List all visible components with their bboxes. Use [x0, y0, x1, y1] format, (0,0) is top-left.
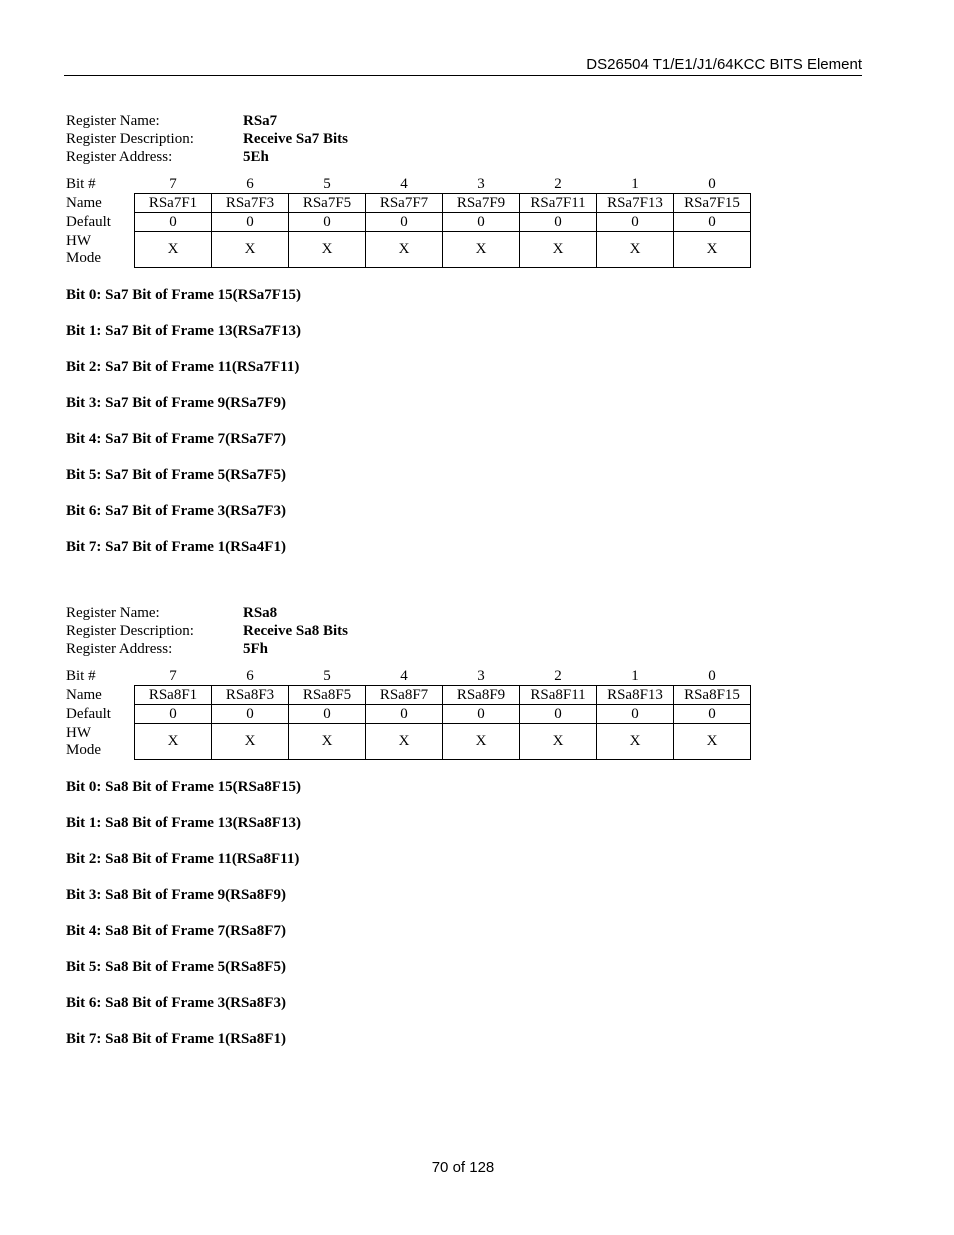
bit-description: Bit 1: Sa7 Bit of Frame 13(RSa7F13)	[66, 323, 301, 339]
default-cell: 0	[443, 213, 520, 232]
default-cell: 0	[520, 213, 597, 232]
bit-name-row	[65, 686, 751, 705]
bit-description: Bit 3: Sa7 Bit of Frame 9(RSa7F9)	[66, 395, 286, 411]
bit-description: Bit 2: Sa7 Bit of Frame 11(RSa7F11)	[66, 359, 300, 375]
bit-number-label: Bit #	[66, 175, 96, 192]
bit-name-cell: RSa8F7	[366, 686, 443, 705]
bit-description: Bit 5: Sa8 Bit of Frame 5(RSa8F5)	[66, 959, 286, 975]
register-description-value: Receive Sa8 Bits	[243, 623, 348, 639]
bit-name-cell: RSa8F9	[443, 686, 520, 705]
register-name-row	[66, 112, 766, 130]
bit-number: 5	[323, 175, 331, 192]
bit-number: 4	[400, 667, 408, 684]
bit-description: Bit 7: Sa7 Bit of Frame 1(RSa4F1)	[66, 539, 286, 555]
bit-name-cell: RSa7F9	[443, 194, 520, 213]
bit-name-cell: RSa8F11	[520, 686, 597, 705]
default-label: Default	[66, 213, 111, 230]
bit-description: Bit 4: Sa7 Bit of Frame 7(RSa7F7)	[66, 431, 286, 447]
bit-description: Bit 2: Sa8 Bit of Frame 11(RSa8F11)	[66, 851, 300, 867]
register-block-rsa7	[66, 112, 766, 574]
register-block-rsa8	[66, 604, 766, 1066]
bit-name-cell: RSa8F1	[135, 686, 212, 705]
register-name-row	[66, 604, 766, 622]
default-cell: 0	[212, 705, 289, 724]
bit-name-cell: RSa8F13	[597, 686, 674, 705]
register-description-row	[66, 622, 766, 640]
hw-mode-row	[65, 724, 751, 760]
bit-name-cell: RSa8F3	[212, 686, 289, 705]
bit-description-list	[66, 778, 766, 1066]
bit-number: 7	[169, 175, 177, 192]
bit-description: Bit 0: Sa8 Bit of Frame 15(RSa8F15)	[66, 779, 301, 795]
register-name-value: RSa7	[243, 113, 278, 129]
bit-number: 0	[708, 175, 716, 192]
register-name-label: Register Name:	[66, 605, 160, 621]
hw-mode-cell: X	[674, 232, 751, 268]
bit-name-cell: RSa8F5	[289, 686, 366, 705]
default-cell: 0	[289, 213, 366, 232]
register-address-label: Register Address:	[66, 641, 173, 657]
hw-mode-cell: X	[135, 232, 212, 268]
hw-mode-label	[65, 724, 135, 760]
default-cell: 0	[212, 213, 289, 232]
bit-description: Bit 0: Sa7 Bit of Frame 15(RSa7F15)	[66, 287, 301, 303]
default-cell: 0	[135, 705, 212, 724]
bit-description-list	[66, 286, 766, 574]
bit-number: 2	[554, 175, 562, 192]
hw-mode-label	[65, 232, 135, 268]
hw-mode-label-line2: Mode	[66, 741, 101, 758]
bit-number: 1	[631, 175, 639, 192]
bit-description: Bit 6: Sa7 Bit of Frame 3(RSa7F3)	[66, 503, 286, 519]
register-address-label: Register Address:	[66, 149, 173, 165]
hw-mode-cell: X	[289, 724, 366, 760]
bit-description: Bit 4: Sa8 Bit of Frame 7(RSa8F7)	[66, 923, 286, 939]
bit-number: 0	[708, 667, 716, 684]
default-cell: 0	[597, 705, 674, 724]
hw-mode-cell: X	[366, 724, 443, 760]
hw-mode-label-line1: HW	[66, 232, 91, 249]
bit-number-label: Bit #	[66, 667, 96, 684]
hw-mode-cell: X	[443, 724, 520, 760]
hw-mode-cell: X	[597, 724, 674, 760]
bit-number: 2	[554, 667, 562, 684]
hw-mode-label-line2: Mode	[66, 249, 101, 266]
register-address-row	[66, 640, 766, 658]
bit-number: 3	[477, 667, 485, 684]
bit-table	[65, 175, 751, 268]
hw-mode-cell: X	[212, 724, 289, 760]
register-address-value: 5Fh	[243, 641, 269, 657]
default-row	[65, 705, 751, 724]
name-label: Name	[66, 194, 102, 211]
bit-name-row	[65, 194, 751, 213]
bit-number: 6	[246, 667, 254, 684]
default-cell: 0	[597, 213, 674, 232]
register-description-label: Register Description:	[66, 131, 194, 147]
hw-mode-cell: X	[212, 232, 289, 268]
hw-mode-cell: X	[674, 724, 751, 760]
default-cell: 0	[520, 705, 597, 724]
hw-mode-cell: X	[135, 724, 212, 760]
default-cell: 0	[674, 213, 751, 232]
register-name-label: Register Name:	[66, 113, 160, 129]
page-number: 70 of 128	[431, 1159, 495, 1176]
bit-number-row	[65, 667, 751, 686]
default-cell: 0	[366, 213, 443, 232]
hw-mode-label-line1: HW	[66, 724, 91, 741]
bit-number-row	[65, 175, 751, 194]
default-cell: 0	[289, 705, 366, 724]
bit-name-cell: RSa7F7	[366, 194, 443, 213]
hw-mode-cell: X	[597, 232, 674, 268]
bit-number: 3	[477, 175, 485, 192]
bit-description: Bit 6: Sa8 Bit of Frame 3(RSa8F3)	[66, 995, 286, 1011]
default-cell: 0	[366, 705, 443, 724]
default-cell: 0	[135, 213, 212, 232]
hw-mode-cell: X	[289, 232, 366, 268]
bit-name-cell: RSa7F1	[135, 194, 212, 213]
bit-description: Bit 1: Sa8 Bit of Frame 13(RSa8F13)	[66, 815, 301, 831]
register-description-value: Receive Sa7 Bits	[243, 131, 348, 147]
hw-mode-cell: X	[366, 232, 443, 268]
name-label: Name	[66, 686, 102, 703]
bit-name-cell: RSa7F3	[212, 194, 289, 213]
bit-name-cell: RSa7F11	[520, 194, 597, 213]
hw-mode-cell: X	[443, 232, 520, 268]
bit-number: 6	[246, 175, 254, 192]
default-cell: 0	[443, 705, 520, 724]
default-row	[65, 213, 751, 232]
bit-number: 7	[169, 667, 177, 684]
hw-mode-cell: X	[520, 232, 597, 268]
bit-description: Bit 7: Sa8 Bit of Frame 1(RSa8F1)	[66, 1031, 286, 1047]
bit-description: Bit 3: Sa8 Bit of Frame 9(RSa8F9)	[66, 887, 286, 903]
bit-name-cell: RSa7F13	[597, 194, 674, 213]
bit-number: 4	[400, 175, 408, 192]
hw-mode-row	[65, 232, 751, 268]
register-description-label: Register Description:	[66, 623, 194, 639]
bit-table	[65, 667, 751, 760]
register-address-value: 5Eh	[243, 149, 269, 165]
hw-mode-cell: X	[520, 724, 597, 760]
page-header: DS26504 T1/E1/J1/64KCC BITS Element	[64, 56, 862, 76]
default-label: Default	[66, 705, 111, 722]
bit-number: 5	[323, 667, 331, 684]
bit-name-cell: RSa7F5	[289, 194, 366, 213]
bit-name-cell: RSa7F15	[674, 194, 751, 213]
bit-name-cell: RSa8F15	[674, 686, 751, 705]
bit-number: 1	[631, 667, 639, 684]
register-description-row	[66, 130, 766, 148]
bit-description: Bit 5: Sa7 Bit of Frame 5(RSa7F5)	[66, 467, 286, 483]
register-name-value: RSa8	[243, 605, 278, 621]
register-address-row	[66, 148, 766, 166]
default-cell: 0	[674, 705, 751, 724]
